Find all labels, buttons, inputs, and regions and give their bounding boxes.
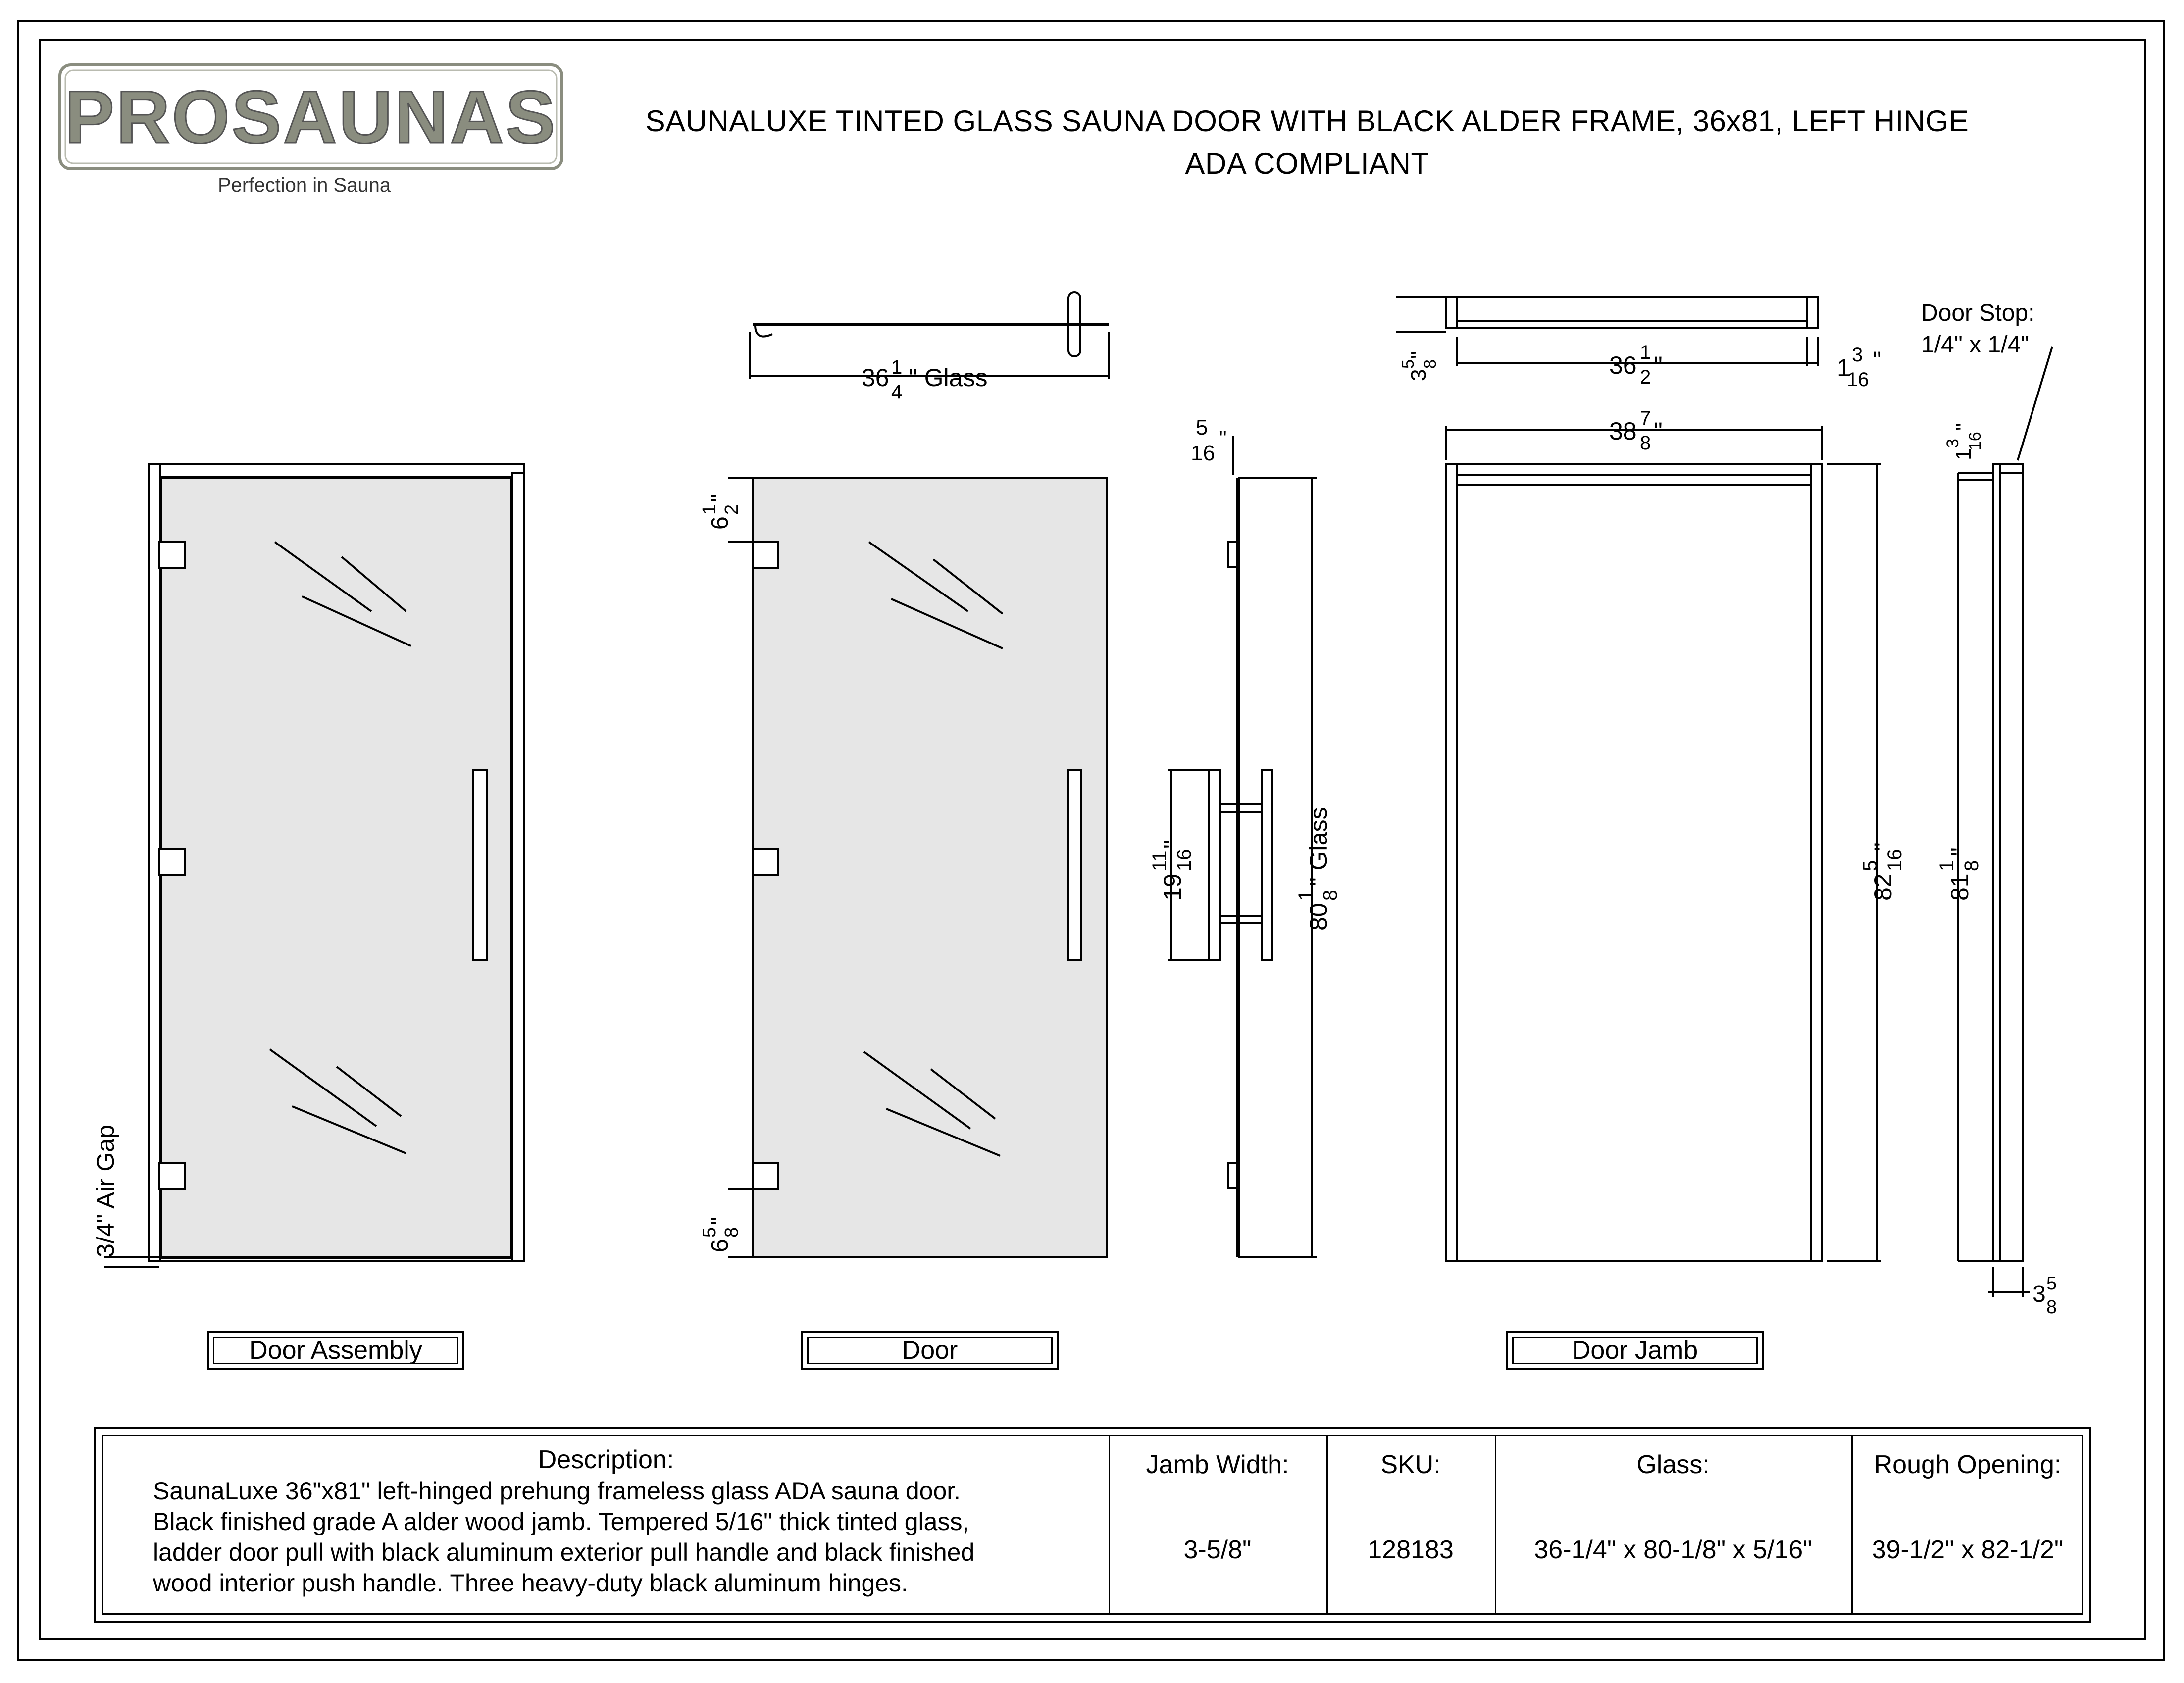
glass-height-dimension: 80 1 8 " Glass [1295, 807, 1341, 931]
jamb-height-dimension: 82 5 16 " [1859, 842, 1906, 901]
jamb-width-value: 3-5/8" [1183, 1535, 1252, 1564]
description-header: Description: [538, 1445, 674, 1474]
glass-width-dimension: 36 1 4 " Glass [862, 356, 988, 403]
jamb-outer-width-dimension: 38 7 8 " [1609, 407, 1663, 454]
jamb-plan-view [1396, 297, 1818, 366]
jamb-width-header: Jamb Width: [1146, 1450, 1289, 1479]
label-door: Door [801, 1331, 1059, 1370]
brand-tagline: Perfection in Sauna [218, 174, 391, 196]
rough-opening-value: 39-1/2" x 82-1/2" [1872, 1535, 2064, 1564]
door-front-view [728, 478, 1107, 1257]
jamb-side-profile [1958, 346, 2052, 1297]
door-stop-size: 1/4" x 1/4" [1921, 332, 2030, 358]
page-title-line2: ADA COMPLIANT [1185, 147, 1429, 180]
handle-length-dimension: 19 11 16 " [1149, 840, 1195, 901]
hinge-top-dimension: 6 1 2 " [699, 494, 742, 530]
description-text: SaunaLuxe 36"x81" left-hinged prehung frameless glass ADA sauna door. Black finished grade A alder wood jamb. Tempered 5/16" thick tinted glass, ladder door pull with black aluminum exterior pull handle and black finished wood interior push handle. Three heavy-duty black aluminum hinges. [153, 1477, 975, 1597]
side-height-dimension: 81 1 8 " [1936, 847, 1982, 901]
label-door-assembly: Door Assembly [207, 1331, 464, 1370]
jamb-top-depth-dimension: 3 5 8 " [1399, 351, 1440, 381]
jamb-front-view [1446, 426, 1881, 1261]
label-door-jamb: Door Jamb [1506, 1331, 1764, 1370]
jamb-side-width-dimension: 1 3 16 " [1837, 344, 1881, 391]
sku-header: SKU: [1380, 1450, 1441, 1479]
spec-table-inner [102, 1435, 2083, 1615]
sku-value: 128183 [1368, 1535, 1454, 1564]
page-title-line1: SAUNALUXE TINTED GLASS SAUNA DOOR WITH BLACK ALDER FRAME, 36x81, LEFT HINGE [645, 104, 1969, 138]
spec-table [94, 1427, 2091, 1623]
hinge-bottom-dimension: 6 5 8 " [699, 1216, 742, 1252]
air-gap-dimension: 3/4" Air Gap [92, 1125, 119, 1257]
glass-value: 36-1/4" x 80-1/8" x 5/16" [1534, 1535, 1812, 1564]
logo-text: PROSAUNAS [64, 75, 558, 158]
side-top-dimension: 1 3 16 " [1943, 423, 1984, 460]
door-assembly-drawing [104, 464, 524, 1267]
door-stop-label: Door Stop: [1921, 300, 2035, 326]
jamb-inner-width-dimension: 36 1 2 " [1609, 342, 1663, 388]
glass-thickness-dimension: 5 16 " [1191, 415, 1227, 465]
side-depth-dimension: 3 5 8 [2032, 1273, 2057, 1318]
glass-header: Glass: [1636, 1450, 1710, 1479]
rough-opening-header: Rough Opening: [1874, 1450, 2062, 1479]
